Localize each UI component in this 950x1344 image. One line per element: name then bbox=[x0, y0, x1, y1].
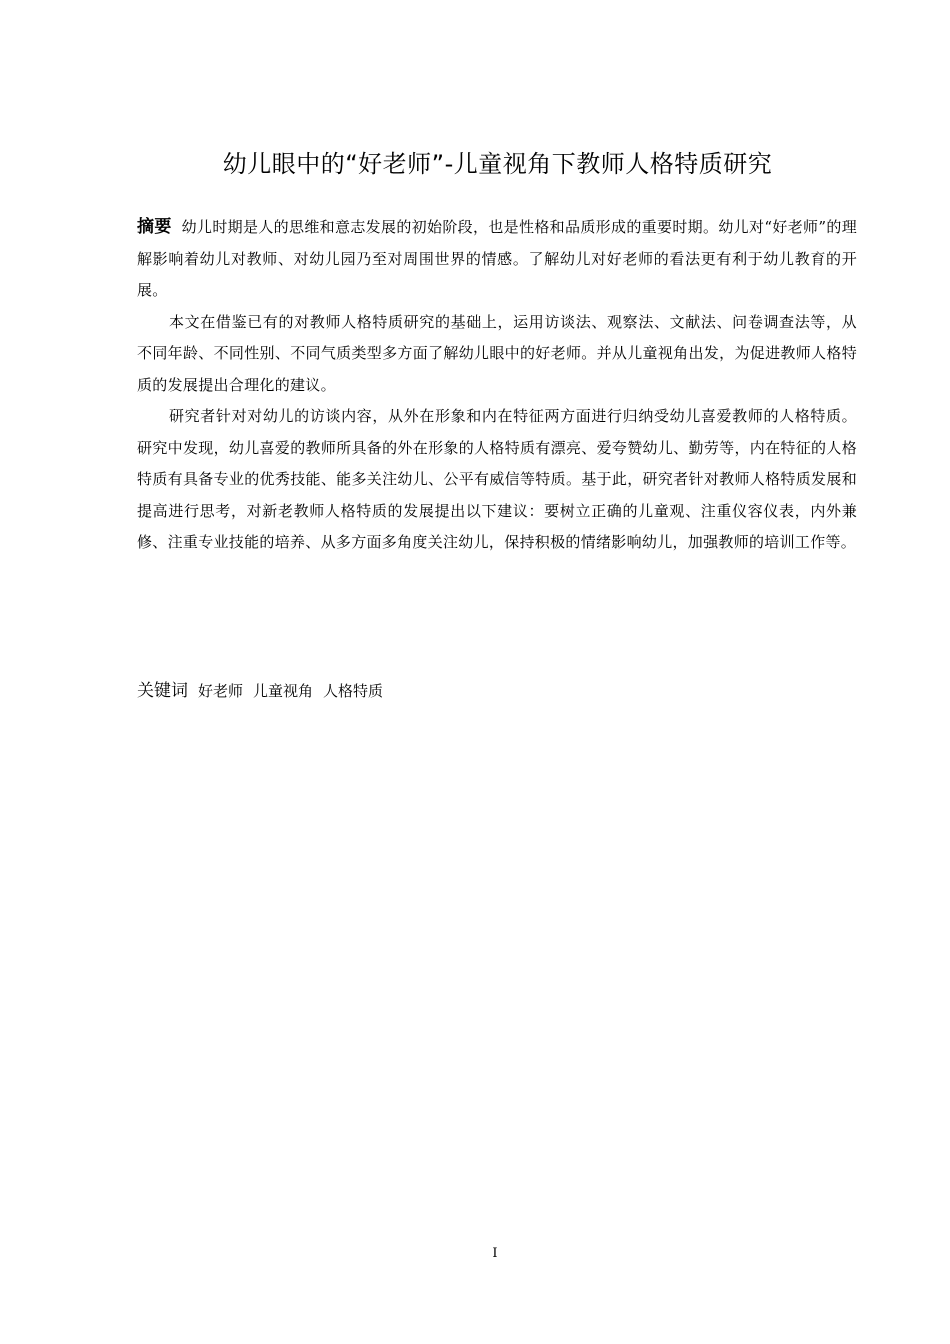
keywords-section bbox=[137, 676, 857, 707]
abstract-paragraph-1 bbox=[137, 212, 857, 307]
abstract-label: 摘要 bbox=[137, 217, 172, 237]
keyword-item: 儿童视角 bbox=[253, 682, 314, 700]
abstract-paragraph-2: 本文在借鉴已有的对教师人格特质研究的基础上，运用访谈法、观察法、文献法、问卷调查法等，从不同年龄、不同性别、不同气质类型多方面了解幼儿眼中的好老师。并从儿童视角出发，为促进教师人格特质的发展提出合理化的建议。 bbox=[137, 312, 857, 394]
keyword-item: 人格特质 bbox=[323, 682, 384, 700]
abstract-paragraph-1-text: 幼儿时期是人的思维和意志发展的初始阶段，也是性格和品质形成的重要时期。幼儿对“好老师”的理解影响着幼儿对教师、对幼儿园乃至对周围世界的情感。了解幼儿对好老师的看法更有利于幼儿教育的开展。 bbox=[137, 218, 857, 299]
abstract-section bbox=[137, 212, 857, 559]
abstract-paragraph-3: 研究者针对对幼儿的访谈内容，从外在形象和内在特征两方面进行归纳受幼儿喜爱教师的人格特质。研究中发现，幼儿喜爱的教师所具备的外在形象的人格特质有漂亮、爱夸赞幼儿、勤劳等，内在特征的人格特质有具备专业的优秀技能、能多关注幼儿、公平有威信等特质。基于此，研究者针对教师人格特质发展和提高进行思考，对新老教师人格特质的发展提出以下建议：要树立正确的儿童观、注重仪容仪表，内外兼修、注重专业技能的培养、从多方面多角度关注幼儿，保持积极的情绪影响幼儿，加强教师的培训工作等。 bbox=[137, 407, 857, 551]
document-title: 幼儿眼中的“好老师”-儿童视角下教师人格特质研究 bbox=[222, 150, 773, 178]
keyword-item: 好老师 bbox=[198, 682, 244, 700]
keywords-label: 关键词 bbox=[137, 681, 188, 701]
page-number: I bbox=[492, 1246, 498, 1261]
